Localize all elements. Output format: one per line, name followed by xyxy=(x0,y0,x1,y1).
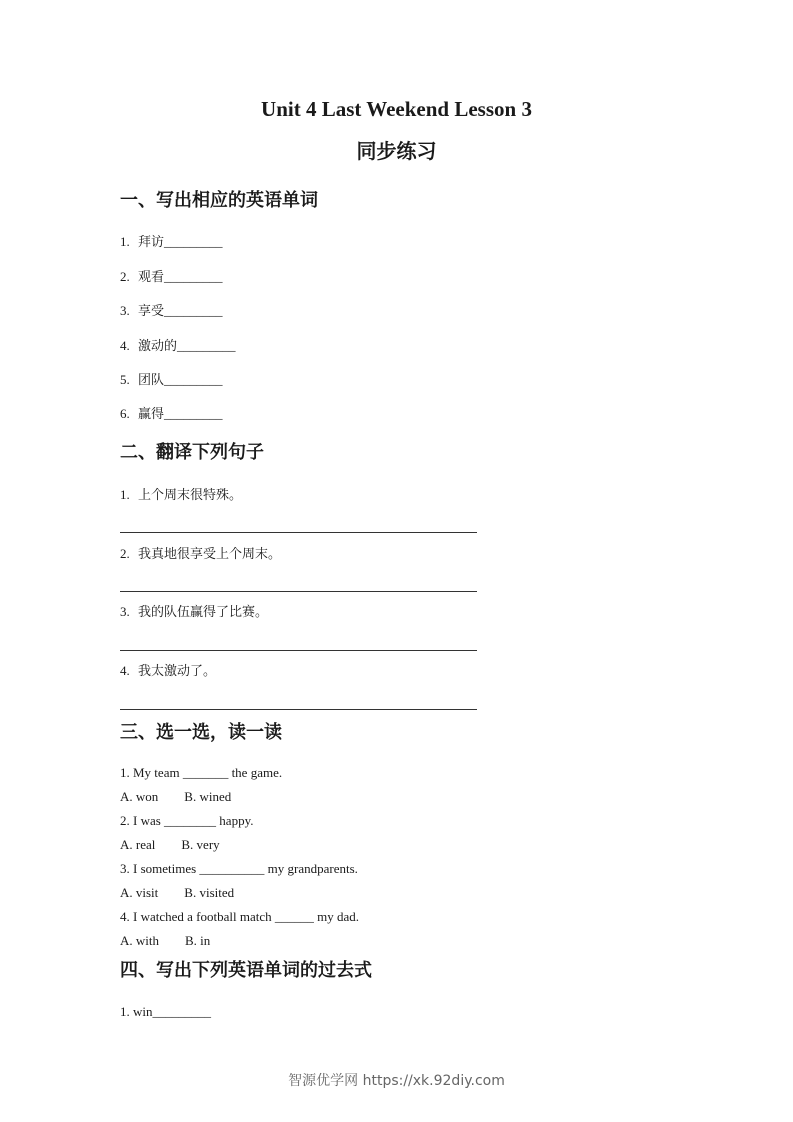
answer-blank[interactable]: _________ xyxy=(164,234,223,249)
item-number: 4. xyxy=(120,663,130,678)
item-number: 4. xyxy=(120,338,130,353)
options-row xyxy=(120,836,220,854)
option-a[interactable]: A. visit xyxy=(120,885,159,900)
list-item xyxy=(120,405,223,424)
item-number: 2. xyxy=(120,269,130,284)
question-text: 2. I was ________ happy. xyxy=(120,813,254,828)
list-item xyxy=(120,302,223,321)
item-number: 1. xyxy=(120,487,130,502)
footer-watermark: 智源优学网 https://xk.92diy.com xyxy=(288,1073,505,1089)
option-b[interactable]: B. visited xyxy=(184,885,235,900)
question-text: 3. I sometimes __________ my grandparents. xyxy=(120,861,358,876)
answer-line[interactable] xyxy=(120,650,477,651)
list-item xyxy=(120,268,223,287)
answer-blank[interactable]: _________ xyxy=(177,338,236,353)
item-number: 3. xyxy=(120,604,130,619)
option-a[interactable]: A. won xyxy=(120,789,159,804)
item-text: 我的队伍赢得了比赛。 xyxy=(138,605,269,620)
options-row xyxy=(120,932,210,950)
list-item xyxy=(120,233,223,252)
option-b[interactable]: B. wined xyxy=(184,789,232,804)
item-text: 激动的 xyxy=(138,339,178,354)
option-b[interactable]: B. very xyxy=(181,837,220,852)
item-text: 我真地很享受上个周末。 xyxy=(138,547,282,562)
answer-line[interactable] xyxy=(120,709,477,710)
options-row xyxy=(120,788,231,806)
item-number: 5. xyxy=(120,372,130,387)
section-4-heading: 四、写出下列英语单词的过去式 xyxy=(120,960,372,981)
option-b[interactable]: B. in xyxy=(185,933,211,948)
item-number: 3. xyxy=(120,303,130,318)
options-row xyxy=(120,884,234,902)
answer-blank[interactable]: _________ xyxy=(164,303,223,318)
list-item xyxy=(120,603,268,622)
question-text: 1. My team _______ the game. xyxy=(120,765,283,780)
list-item xyxy=(120,545,281,564)
list-item xyxy=(120,486,242,505)
section-3-heading: 三、选一选，读一读 xyxy=(120,722,282,743)
list-item: 1. win_________ xyxy=(120,1004,211,1019)
document-subtitle: 同步练习 xyxy=(356,139,437,163)
item-number: 6. xyxy=(120,406,130,421)
document-title: Unit 4 Last Weekend Lesson 3 xyxy=(261,97,532,121)
section-2-heading: 二、翻译下列句子 xyxy=(120,442,264,463)
list-item xyxy=(120,337,236,356)
item-text: 享受 xyxy=(138,304,165,319)
item-text: 拜访 xyxy=(138,235,165,250)
option-a[interactable]: A. with xyxy=(120,933,159,948)
answer-line[interactable] xyxy=(120,532,477,533)
answer-blank[interactable]: _________ xyxy=(164,269,223,284)
answer-blank[interactable]: _________ xyxy=(164,406,223,421)
item-text: 观看 xyxy=(138,270,165,285)
item-number: 2. xyxy=(120,546,130,561)
answer-blank[interactable]: _________ xyxy=(164,372,223,387)
item-text: 团队 xyxy=(138,373,165,388)
item-text: 赢得 xyxy=(138,407,165,422)
item-text: 我太激动了。 xyxy=(138,664,217,679)
question-text: 4. I watched a football match ______ my dad. xyxy=(120,909,359,924)
list-item xyxy=(120,371,223,390)
list-item xyxy=(120,662,216,681)
item-number: 1. xyxy=(120,234,130,249)
option-a[interactable]: A. real xyxy=(120,837,156,852)
item-text: 上个周末很特殊。 xyxy=(138,488,243,503)
answer-line[interactable] xyxy=(120,591,477,592)
section-1-heading: 一、写出相应的英语单词 xyxy=(120,190,318,211)
